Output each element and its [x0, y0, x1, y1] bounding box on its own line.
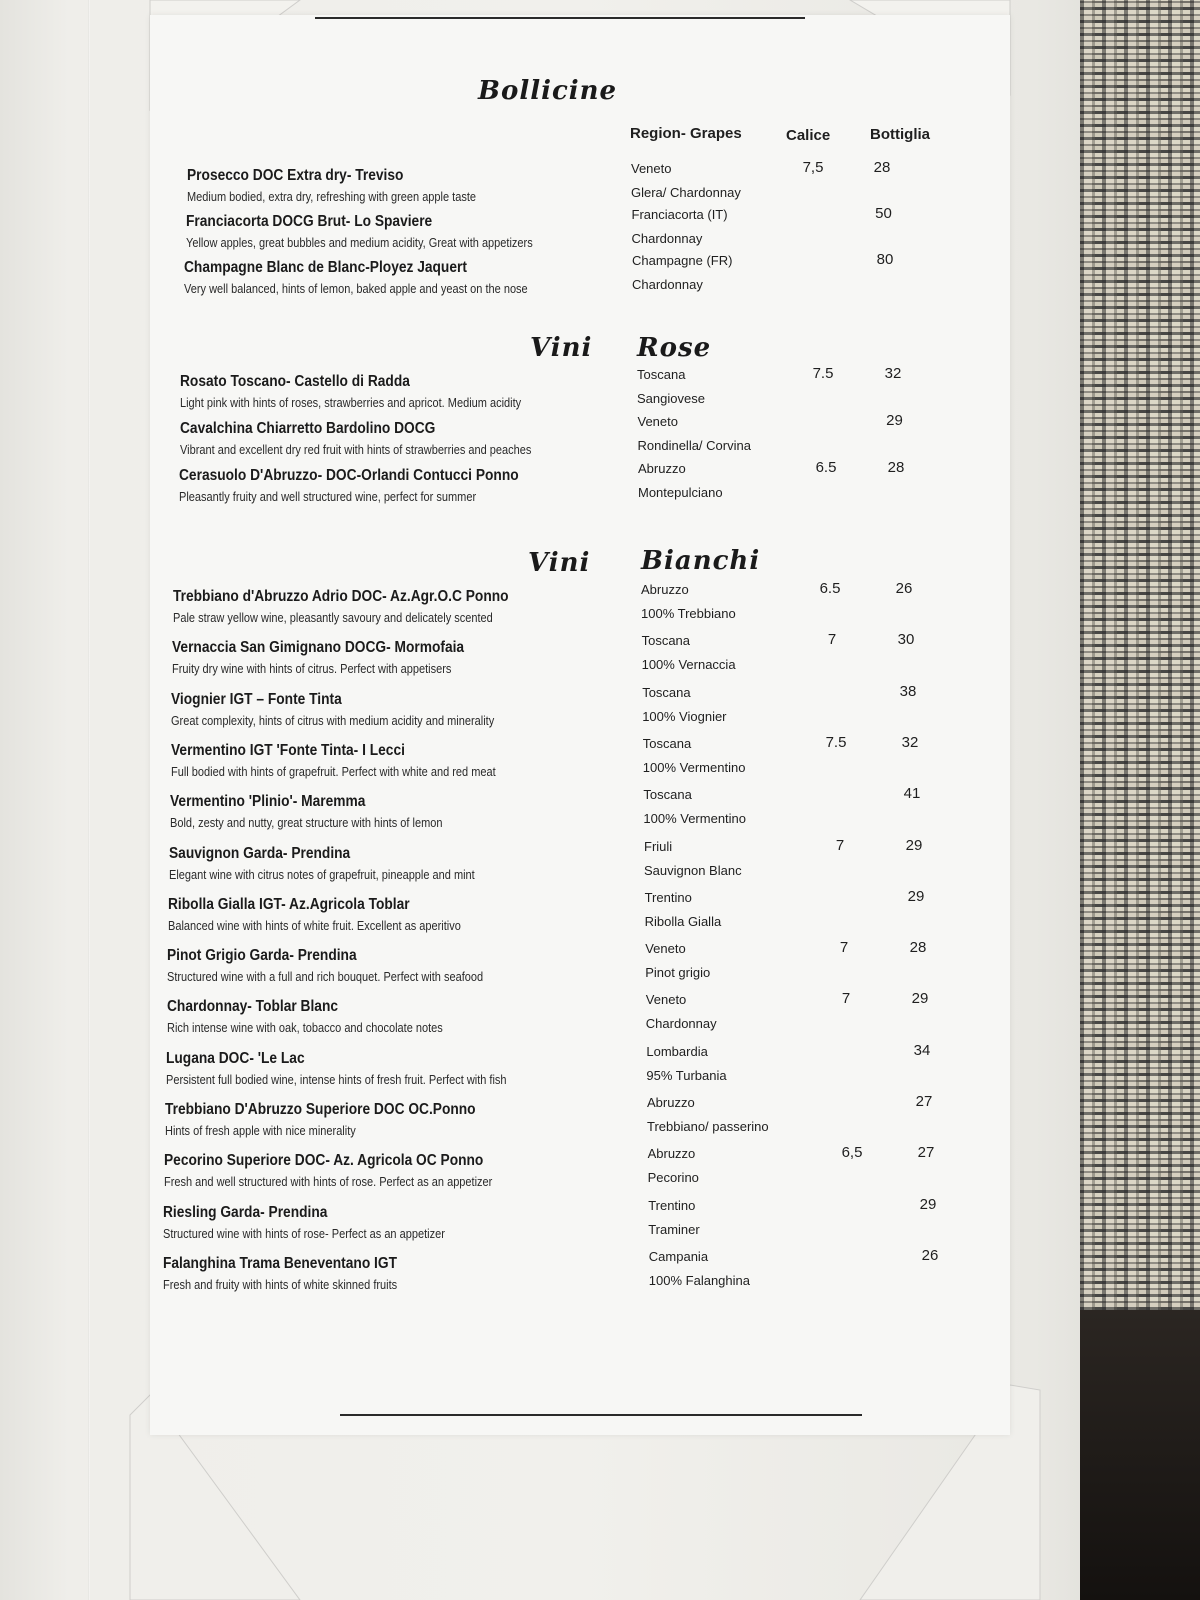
- wine-description: Persistent full bodied wine, intense hints of fresh fruit. Perfect with fish: [165, 1072, 507, 1087]
- wine-description: Fruity dry wine with hints of citrus. Perfect with appetisers: [172, 662, 452, 677]
- wine-name: Riesling Garda- Prendina: [163, 1203, 328, 1221]
- wine-region: Abruzzo: [647, 1095, 695, 1110]
- wine-region: Abruzzo: [647, 1146, 696, 1162]
- wine-region: Abruzzo: [641, 582, 689, 597]
- wine-region: Champagne (FR): [632, 253, 733, 268]
- wine-name: Vermentino 'Plinio'- Maremma: [169, 793, 366, 811]
- wine-name: Pecorino Superiore DOC- Az. Agricola OC Ponno: [164, 1152, 484, 1170]
- wine-description: Rich intense wine with oak, tobacco and chocolate notes: [166, 1021, 443, 1036]
- wine-region: Toscana: [642, 735, 692, 751]
- wine-description: Balanced wine with hints of white fruit. Excellent as aperitivo: [168, 918, 462, 933]
- wine-name: Chardonnay- Toblar Blanc: [166, 998, 338, 1016]
- wine-grape: Traminer: [648, 1221, 700, 1237]
- bottle-price: 27: [917, 1144, 935, 1162]
- glass-price: 7: [827, 631, 837, 649]
- section-title-bollicine: Bollicine: [478, 76, 618, 106]
- wine-name: Trebbiano D'Abruzzo Superiore DOC OC.Ponno: [165, 1101, 476, 1118]
- wine-grape: Glera/ Chardonnay: [631, 185, 741, 200]
- wine-grape: 100% Vermentino: [643, 811, 747, 827]
- wine-region: Trentino: [648, 1197, 696, 1213]
- wine-description: Hints of fresh apple with nice minerality: [165, 1124, 356, 1138]
- glass-price: 6,5: [841, 1144, 863, 1162]
- wine-region: Franciacorta (IT): [631, 207, 728, 222]
- wine-region: Veneto: [637, 414, 678, 429]
- glass-price: 6.5: [815, 459, 837, 476]
- wine-name: Cerasuolo D'Abruzzo- DOC-Orlandi Contucci Ponno: [179, 467, 519, 484]
- wine-name: Ribolla Gialla IGT- Az.Agricola Toblar: [168, 895, 410, 913]
- glass-price: 7,5: [802, 159, 824, 176]
- column-header-bottiglia: Bottiglia: [870, 126, 930, 143]
- wine-name: Lugana DOC- 'Le Lac: [165, 1049, 305, 1067]
- wine-name: Falanghina Trama Beneventano IGT: [162, 1254, 397, 1272]
- wine-description: Vibrant and excellent dry red fruit with hints of strawberries and peaches: [179, 443, 531, 457]
- wine-region: Veneto: [645, 992, 687, 1008]
- bottle-price: 29: [907, 887, 925, 905]
- bottle-price: 32: [884, 365, 902, 382]
- bottle-price: 50: [875, 205, 892, 222]
- wine-name: Franciacorta DOCG Brut- Lo Spaviere: [185, 213, 432, 230]
- wine-grape: Pinot grigio: [645, 965, 711, 981]
- bottom-divider: [340, 1414, 862, 1416]
- column-header-calice: Calice: [786, 127, 831, 144]
- bottle-price: 41: [903, 785, 921, 803]
- wine-grape: Chardonnay: [632, 277, 703, 292]
- bottle-price: 28: [887, 459, 905, 476]
- wine-grape: Sauvignon Blanc: [644, 862, 742, 878]
- wine-name: Trebbiano d'Abruzzo Adrio DOC- Az.Agr.O.C Ponno: [173, 588, 509, 605]
- bottle-price: 27: [915, 1093, 933, 1110]
- bottle-price: 38: [899, 682, 917, 700]
- wine-description: Pale straw yellow wine, pleasantly savoury and delicately scented: [173, 611, 493, 625]
- wine-description: Structured wine with hints of rose- Perfect as an appetizer: [163, 1226, 446, 1241]
- wine-name: Rosato Toscano- Castello di Radda: [180, 373, 410, 390]
- section-title-vini-bianchi-b: Bianchi: [641, 546, 761, 576]
- wine-region: Trentino: [644, 889, 692, 905]
- bottle-price: 29: [905, 836, 923, 854]
- wine-region: Lombardia: [646, 1043, 708, 1059]
- wine-region: Abruzzo: [638, 461, 686, 476]
- bottle-price: 26: [921, 1246, 939, 1264]
- wine-description: Elegant wine with citrus notes of grapefruit, pineapple and mint: [169, 867, 475, 882]
- wine-description: Structured wine with a full and rich bouquet. Perfect with seafood: [167, 970, 484, 985]
- glass-price: 6.5: [819, 580, 841, 597]
- wine-description: Full bodied with hints of grapefruit. Perfect with white and red meat: [170, 764, 496, 779]
- wine-name: Cavalchina Chiarretto Bardolino DOCG: [179, 420, 435, 437]
- glass-price: 7: [835, 836, 845, 854]
- wine-region: Veneto: [645, 941, 686, 957]
- wine-grape: Trebbiano/ passerino: [647, 1119, 769, 1134]
- wine-name: Prosecco DOC Extra dry- Treviso: [187, 167, 404, 184]
- wine-description: Medium bodied, extra dry, refreshing with green apple taste: [187, 190, 477, 204]
- wine-region: Veneto: [631, 161, 672, 176]
- glass-price: 7: [839, 939, 849, 957]
- wine-grape: Pecorino: [647, 1170, 699, 1186]
- column-header-region-grapes: Region- Grapes: [630, 125, 742, 142]
- bottle-price: 32: [901, 733, 919, 751]
- section-title-vini-bianchi-a: Vini: [528, 548, 591, 578]
- wine-description: Fresh and fruity with hints of white skinned fruits: [162, 1277, 397, 1292]
- wine-name: Viognier IGT – Fonte Tinta: [171, 690, 343, 708]
- wine-grape: 100% Falanghina: [648, 1272, 750, 1288]
- bottle-price: 80: [876, 251, 894, 268]
- wine-name: Sauvignon Garda- Prendina: [169, 844, 351, 862]
- bottle-price: 29: [886, 412, 903, 429]
- wine-description: Yellow apples, great bubbles and medium acidity, Great with appetizers: [185, 236, 533, 250]
- section-title-vini-rose-a: Vini: [530, 333, 593, 363]
- bottle-price: 26: [895, 580, 913, 597]
- section-title-vini-rose-b: Rose: [637, 333, 712, 363]
- top-divider: [315, 17, 805, 19]
- wine-region: Friuli: [644, 838, 673, 854]
- wine-description: Pleasantly fruity and well structured wine, perfect for summer: [179, 490, 477, 504]
- wine-grape: 100% Vermentino: [642, 759, 746, 775]
- wine-name: Pinot Grigio Garda- Prendina: [167, 947, 357, 965]
- wine-grape: 100% Viognier: [642, 708, 727, 724]
- wine-grape: 95% Turbania: [646, 1067, 727, 1083]
- wine-grape: Montepulciano: [638, 485, 723, 500]
- bottle-price: 29: [911, 990, 929, 1008]
- bottle-price: 28: [909, 939, 927, 957]
- wine-grape: 100% Vernaccia: [641, 657, 736, 673]
- wine-description: Light pink with hints of roses, strawberries and apricot. Medium acidity: [180, 396, 522, 410]
- wine-region: Toscana: [643, 787, 692, 803]
- wine-description: Bold, zesty and nutty, great structure with hints of lemon: [169, 816, 443, 831]
- wine-name: Vermentino IGT 'Fonte Tinta- I Lecci: [170, 741, 405, 759]
- wine-region: Toscana: [637, 367, 686, 382]
- wine-grape: Chardonnay: [631, 231, 703, 246]
- glass-price: 7: [841, 990, 851, 1008]
- bottle-price: 29: [919, 1195, 937, 1213]
- bottle-price: 30: [897, 631, 915, 649]
- wine-description: Fresh and well structured with hints of rose. Perfect as an appetizer: [164, 1175, 493, 1190]
- wine-region: Toscana: [642, 684, 691, 700]
- wine-grape: 100% Trebbiano: [641, 606, 736, 621]
- glass-price: 7.5: [825, 733, 847, 751]
- bottle-price: 34: [913, 1041, 931, 1059]
- wine-description: Great complexity, hints of citrus with medium acidity and minerality: [171, 713, 495, 728]
- wine-name: Champagne Blanc de Blanc-Ployez Jaquert: [184, 259, 467, 276]
- glass-price: 7.5: [812, 365, 834, 382]
- wine-name: Vernaccia San Gimignano DOCG- Mormofaia: [172, 639, 465, 657]
- wine-region: Toscana: [641, 633, 691, 649]
- bottle-price: 28: [873, 159, 891, 176]
- wine-grape: Rondinella/ Corvina: [637, 438, 751, 453]
- wine-grape: Sangiovese: [637, 391, 705, 406]
- wine-grape: Ribolla Gialla: [644, 913, 722, 929]
- wine-description: Very well balanced, hints of lemon, baked apple and yeast on the nose: [184, 282, 528, 296]
- wine-grape: Chardonnay: [645, 1016, 717, 1032]
- wine-region: Campania: [648, 1248, 709, 1264]
